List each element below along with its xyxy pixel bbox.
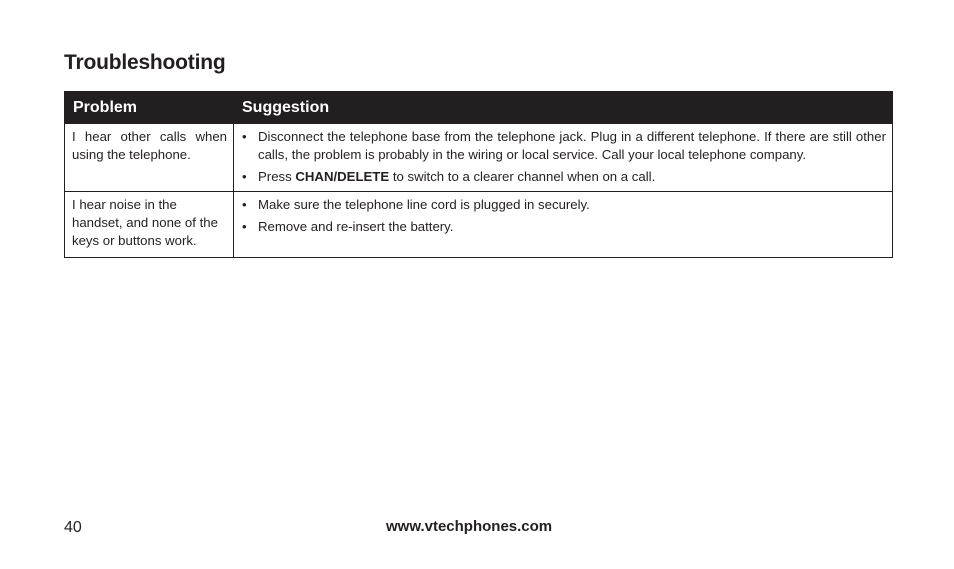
list-item bbox=[242, 196, 886, 214]
suggestion-text-prefix: Press bbox=[258, 169, 296, 184]
troubleshooting-table bbox=[64, 91, 893, 258]
suggestion-text-suffix: to switch to a clearer channel when on a call. bbox=[389, 169, 656, 184]
suggestion-cell bbox=[234, 124, 893, 192]
footer-url: www.vtechphones.com bbox=[386, 518, 553, 535]
bullet-icon: • bbox=[242, 197, 247, 212]
header-suggestion: Suggestion bbox=[234, 92, 893, 124]
suggestion-list bbox=[242, 128, 886, 186]
table-row bbox=[65, 192, 893, 258]
suggestion-cell bbox=[234, 192, 893, 258]
page-number: 40 bbox=[64, 519, 82, 536]
key-label: CHAN/DELETE bbox=[295, 169, 390, 184]
suggestion-text: Make sure the telephone line cord is plugged in securely. bbox=[258, 197, 590, 212]
problem-cell: I hear noise in the handset, and none of the keys or buttons work. bbox=[65, 192, 234, 258]
table-header-row bbox=[65, 92, 893, 124]
bullet-icon: • bbox=[242, 129, 247, 144]
list-item bbox=[242, 168, 886, 186]
header-problem: Problem bbox=[65, 92, 234, 124]
bullet-icon: • bbox=[242, 219, 247, 234]
suggestion-list bbox=[242, 196, 886, 236]
bullet-icon: • bbox=[242, 169, 247, 184]
suggestion-text: Remove and re-insert the battery. bbox=[258, 219, 454, 234]
table-row bbox=[65, 124, 893, 192]
suggestion-text: Disconnect the telephone base from the telephone jack. Plug in a different telephone. If there are still other calls, the problem is probably in the wiring or local service. Call your local telephone company. bbox=[258, 129, 886, 162]
list-item bbox=[242, 218, 886, 236]
page-title: Troubleshooting bbox=[64, 51, 226, 74]
problem-cell: I hear other calls when using the telephone. bbox=[65, 124, 234, 192]
list-item bbox=[242, 128, 886, 164]
